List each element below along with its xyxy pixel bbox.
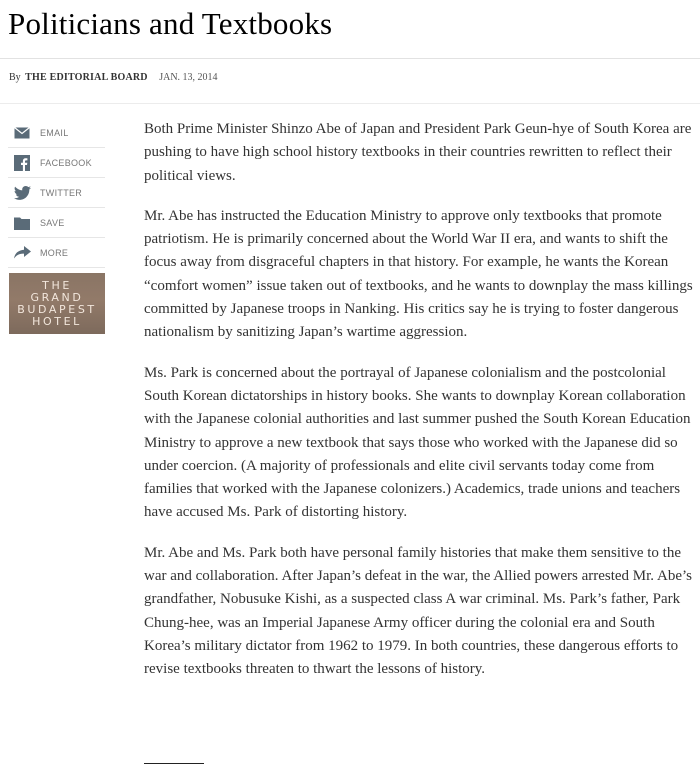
header-divider — [0, 58, 700, 59]
share-email-label: EMAIL — [40, 127, 69, 138]
article-paragraph: Both Prime Minister Shinzo Abe of Japan and President Park Geun-hye of South Korea are pushing to have high school history textbooks in their countries rewritten to reflect their political views. — [144, 121, 692, 184]
byline — [9, 72, 218, 83]
ad-title-line: BUDAPEST — [17, 302, 97, 316]
share-facebook-button[interactable] — [8, 148, 105, 178]
share-more-label: MORE — [40, 247, 69, 258]
byline-divider — [0, 103, 700, 104]
publish-date: JAN. 13, 2014 — [159, 72, 218, 83]
byline-author[interactable]: THE EDITORIAL BOARD — [25, 72, 148, 83]
share-save-label: SAVE — [40, 217, 65, 228]
share-twitter-button[interactable] — [8, 178, 105, 208]
share-more-button[interactable] — [8, 238, 105, 268]
article-end-rule — [144, 763, 204, 764]
ad-title-line: THE — [42, 278, 72, 292]
email-icon — [13, 124, 31, 142]
article-body — [144, 118, 694, 699]
facebook-icon — [13, 154, 31, 172]
share-tools — [8, 118, 105, 268]
article-headline: Politicians and Textbooks — [8, 6, 333, 41]
advertisement-grand-budapest-hotel[interactable] — [9, 273, 105, 334]
article-paragraph: Mr. Abe has instructed the Education Ministry to approve only textbooks that promote patriotism. He is primarily concerned about the World War II era, and wants to shift the focus away from disgraceful chapters in that history. For example, he wants the Korean “comfort women” issue taken out of textbooks, and he wants to downplay the mass killings committed by Japanese troops in Nanking. His critics say he is trying to foster dangerous nationalism by sanitizing Japan’s wartime aggression. — [144, 207, 693, 341]
share-email-button[interactable] — [8, 118, 105, 148]
share-twitter-label: TWITTER — [40, 187, 83, 198]
twitter-icon — [13, 184, 31, 202]
share-arrow-icon — [13, 244, 31, 262]
ad-title-line: GRAND — [30, 290, 84, 304]
byline-prefix: By — [9, 72, 21, 83]
ad-title-line: HOTEL — [32, 314, 82, 328]
article-paragraph: Ms. Park is concerned about the portrayal of Japanese colonialism and the postcolonial South Korean dictatorships in history books. She wants to downplay Korean collaboration with the Japanese colonial authorities and last summer pushed the South Korean Education Ministry to approve a new textbook that says those who worked with the Japanese did so under coercion. (A majority of professionals and elite civil servants today come from families that worked with the Japanese colonizers.) Academics, trade unions and teachers have accused Ms. Park of distorting history. — [144, 364, 691, 521]
share-facebook-label: FACEBOOK — [40, 157, 92, 168]
article-paragraph: Mr. Abe and Ms. Park both have personal family histories that make them sensitive to the war and collaboration. After Japan’s defeat in the war, the Allied powers arrested Mr. Abe’s grandfather, Nobusuke Kishi, as a suspected class A war criminal. Ms. Park’s father, Park Chung-hee, was an Imperial Japanese Army officer during the colonial era and South Korea’s military dictator from 1962 to 1979. In both countries, these dangerous efforts to revise textbooks threaten to thwart the lessons of history. — [144, 544, 692, 678]
save-folder-icon — [13, 214, 31, 232]
share-save-button[interactable] — [8, 208, 105, 238]
